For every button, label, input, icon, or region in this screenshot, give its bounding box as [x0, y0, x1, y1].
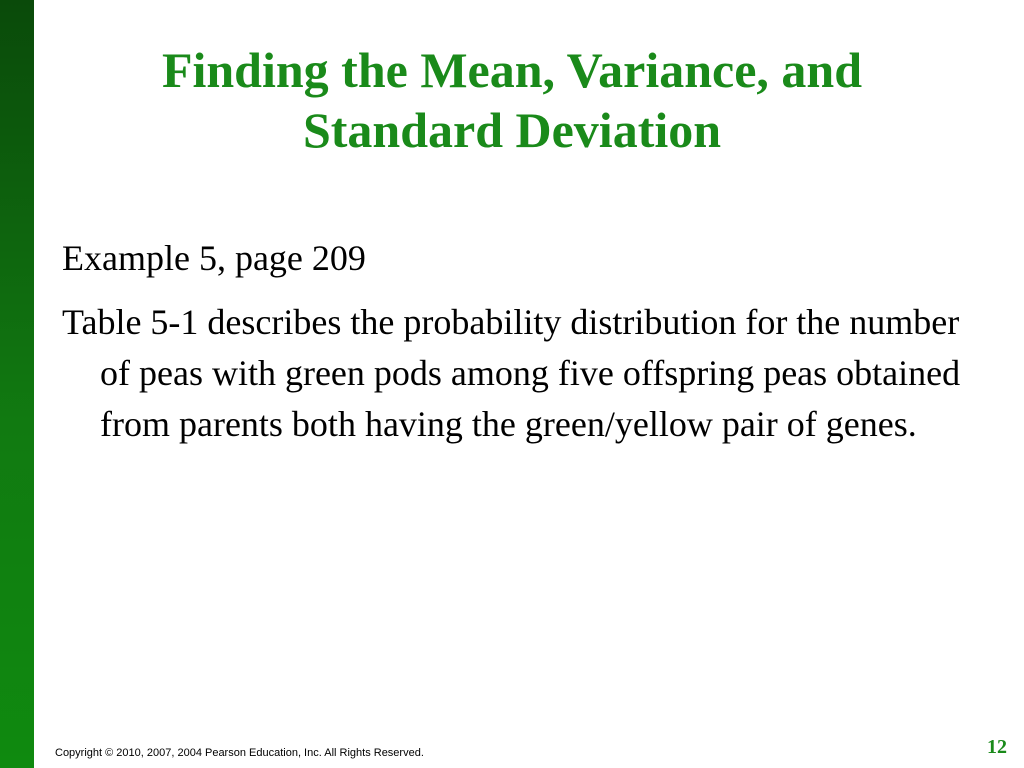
- slide-body: [62, 233, 962, 463]
- copyright-notice: Copyright © 2010, 2007, 2004 Pearson Education, Inc. All Rights Reserved.: [55, 747, 424, 759]
- slide-title-line-1: Finding the Mean, Variance, and: [161, 42, 863, 98]
- slide-title: [60, 40, 964, 160]
- left-accent-bar: [0, 0, 34, 768]
- slide-number: 12: [987, 736, 1007, 758]
- example-reference: Example 5, page 209: [62, 238, 366, 278]
- table-description: Table 5-1 describes the probability distribution for the number of peas with green pods among five offspring peas obtained from parents both having the green/yellow pair of genes.: [62, 302, 961, 444]
- slide-title-line-2: Standard Deviation: [302, 102, 722, 158]
